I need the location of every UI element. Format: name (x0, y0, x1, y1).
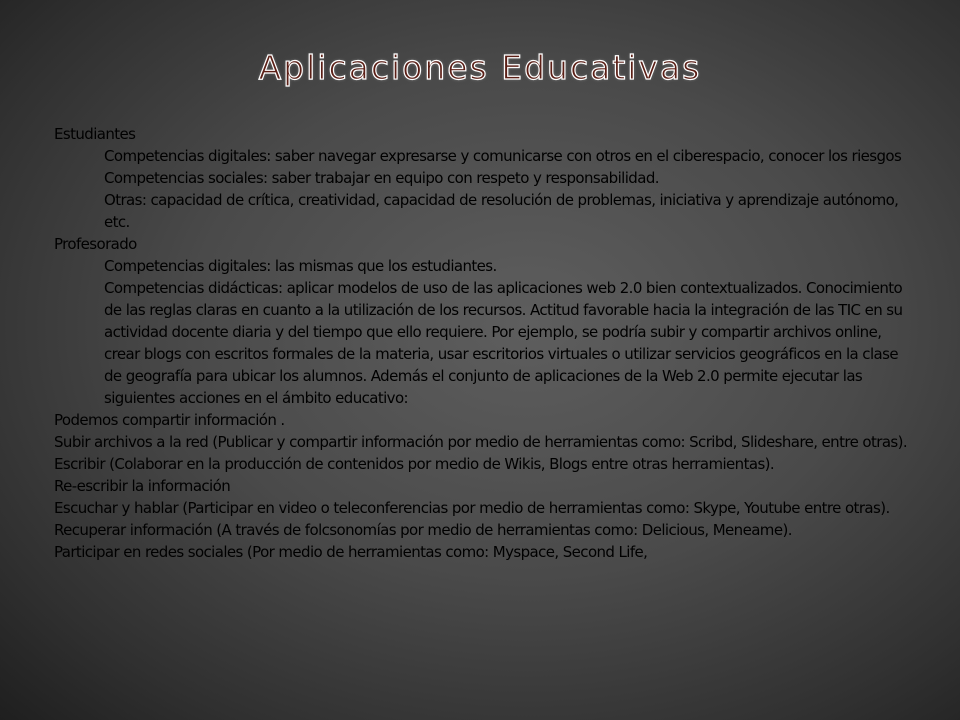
body-paragraph: Escribir (Colaborar en la producción de contenidos por medio de Wikis, Blogs entre otras herramientas). (54, 455, 775, 473)
slide-body (54, 123, 914, 563)
body-paragraph: Subir archivos a la red (Publicar y compartir información por medio de herramientas como: Scribd, Slideshare, entre otras). (54, 433, 908, 451)
slide-title: Aplicaciones Educativas (258, 48, 702, 87)
body-paragraph-indented: Competencias sociales: saber trabajar en equipo con respeto y responsabilidad. (104, 169, 659, 187)
body-paragraph-indented: Otras: capacidad de crítica, creatividad, capacidad de resolución de problemas, iniciativa y aprendizaje autónomo, etc. (104, 191, 899, 231)
body-paragraph: Podemos compartir información . (54, 411, 285, 429)
body-paragraph: Escuchar y hablar (Participar en video o teleconferencias por medio de herramientas como: Skype, Youtube entre otras). (54, 499, 890, 517)
body-paragraph-indented: Competencias digitales: saber navegar expresarse y comunicarse con otros en el ciberespacio, conocer los riesgos (104, 147, 902, 165)
body-paragraph-indented: Competencias didácticas: aplicar modelos de uso de las aplicaciones web 2.0 bien contextualizados. Conocimiento de las reglas claras en cuanto a la utilización de los recursos. Actitud favorable hacia la integración de las TIC en su actividad docente diaria y del tiempo que ello requiere. Por ejemplo, se podría subir y compartir archivos online, crear blogs con escritos formales de la materia, usar escritorios virtuales o utilizar servicios geográficos en la clase de geografía para ubicar los alumnos. Además el conjunto de aplicaciones de la Web 2.0 permite ejecutar las siguientes acciones en el ámbito educativo: (104, 279, 903, 407)
body-paragraph-indented: Competencias digitales: las mismas que los estudiantes. (104, 257, 497, 275)
body-paragraph: Re-escribir la información (54, 477, 231, 495)
body-paragraph: Estudiantes (54, 125, 136, 143)
body-paragraph: Recuperar información (A través de folcsonomías por medio de herramientas como: Delicious, Meneame). (54, 521, 792, 539)
body-paragraph: Profesorado (54, 235, 137, 253)
body-paragraph: Participar en redes sociales (Por medio de herramientas como: Myspace, Second Life, (54, 543, 648, 561)
